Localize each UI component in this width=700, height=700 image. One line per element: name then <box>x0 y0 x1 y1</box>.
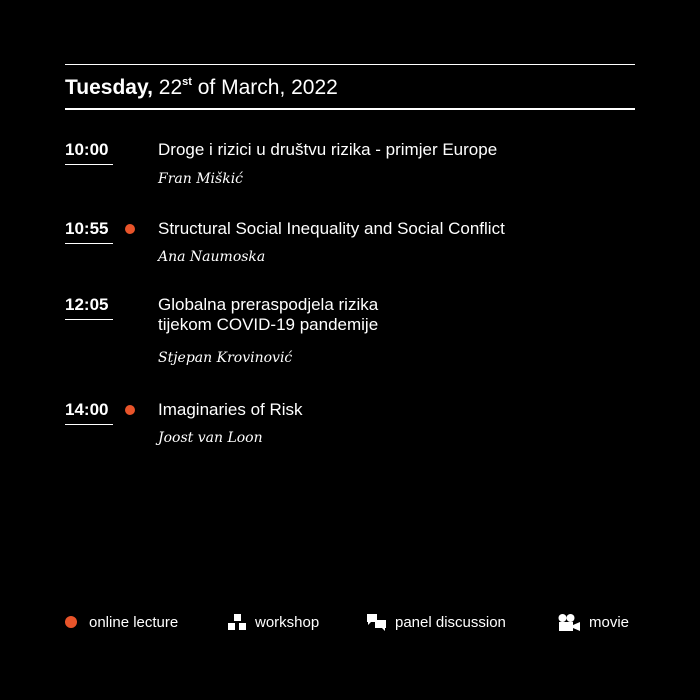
event-title-line: tijekom COVID-19 pandemije <box>158 315 379 334</box>
event-time: 14:00 <box>65 400 113 425</box>
legend-workshop <box>228 611 319 633</box>
weekday: Tuesday, <box>65 76 153 99</box>
film-camera-icon <box>558 614 580 631</box>
legend-label: online lecture <box>89 613 179 631</box>
legend-panel-discussion <box>367 611 506 633</box>
date-heading <box>65 75 338 104</box>
workshop-icon <box>228 614 246 630</box>
day-number: 22st <box>158 76 192 99</box>
top-divider <box>65 64 635 65</box>
legend-label: panel discussion <box>395 613 506 631</box>
event-speaker: Ana Naumoska <box>158 249 266 265</box>
event-title <box>158 219 505 239</box>
event-speaker: Fran Miškić <box>158 171 244 187</box>
speech-bubbles-icon <box>367 614 386 631</box>
online-lecture-dot-icon <box>125 405 135 415</box>
event-time: 10:55 <box>65 219 113 244</box>
event-speaker: Joost van Loon <box>158 430 263 446</box>
event-title-line: Structural Social Inequality and Social Conflict <box>158 219 505 238</box>
legend-label: workshop <box>255 613 320 631</box>
event-time: 12:05 <box>65 295 113 320</box>
legend-online-lecture <box>65 611 178 633</box>
event-title-line: Droge i rizici u društvu rizika - primjer Europe <box>158 140 498 159</box>
event-speaker: Stjepan Krovinović <box>158 350 293 366</box>
event-title <box>158 400 303 420</box>
legend-label: movie <box>589 613 630 631</box>
header-divider <box>65 108 635 110</box>
event-time: 10:00 <box>65 140 113 165</box>
online-lecture-dot-icon <box>125 224 135 234</box>
dot-icon <box>65 616 77 628</box>
event-title-line: Globalna preraspodjela rizika <box>158 295 379 314</box>
event-title-line: Imaginaries of Risk <box>158 400 303 419</box>
event-title <box>158 140 497 160</box>
event-title <box>158 295 378 335</box>
month-year: of March, 2022 <box>197 76 338 99</box>
ordinal-suffix: st <box>182 76 192 88</box>
legend-movie <box>558 611 629 633</box>
